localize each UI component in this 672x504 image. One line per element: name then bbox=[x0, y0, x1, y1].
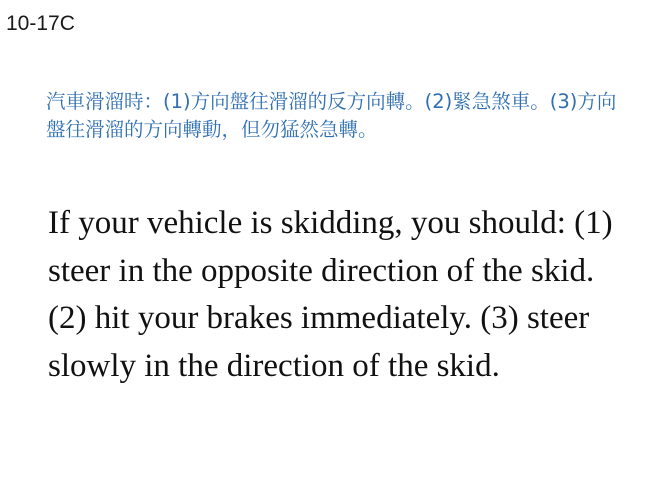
slide-id-label: 10-17C bbox=[6, 12, 75, 35]
question-text-english: If your vehicle is skidding, you should: (1) steer in the opposite direction of the skid. (2) hit your brakes immediately. (3) steer slowly in the direction of the skid. bbox=[48, 205, 613, 384]
question-text-chinese: 汽車滑溜時：(1)方向盤往滑溜的反方向轉。(2)緊急煞車。(3)方向盤往滑溜的方向轉動，但勿猛然急轉。 bbox=[46, 90, 617, 141]
